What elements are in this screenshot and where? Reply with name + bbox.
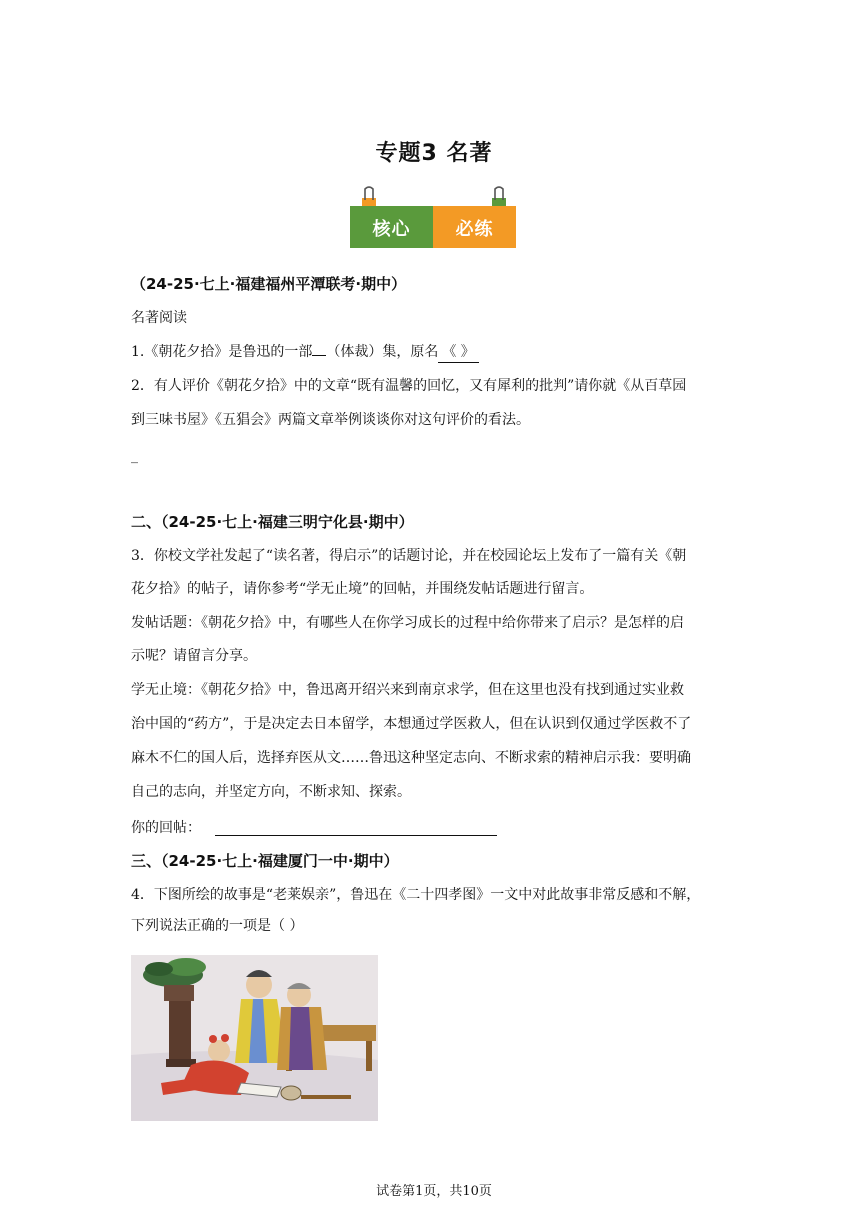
section-1-header: （24-25·七上·福建福州平潭联考·期中） xyxy=(131,275,407,293)
question-3-line: 学无止境：《朝花夕拾》中，鲁迅离开绍兴来到南京求学，但在这里也没有找到通过实业救 xyxy=(131,682,684,698)
reply-label: 你的回帖： xyxy=(131,820,201,836)
section-1-intro: 名著阅读 xyxy=(131,310,187,326)
question-4-line: 4．下图所绘的故事是“老莱娱亲”，鲁迅在《二十四孝图》一文中对此故事非常反感和不解， xyxy=(131,887,701,903)
question-3-line: 3．你校文学社发起了“读名著，得启示”的话题讨论，并在校园论坛上发布了一篇有关《朝 xyxy=(131,548,687,564)
question-4-line: 下列说法正确的一项是（ ） xyxy=(131,918,304,934)
question-3-line: 自己的志向，并坚定方向，不断求知、探索。 xyxy=(131,784,411,800)
question-2-line: 2．有人评价《朝花夕拾》中的文章“既有温馨的回忆，又有犀利的批判”请你就《从百草园 xyxy=(131,378,687,394)
question-3-line: 花夕拾》的帖子，请你参考“学无止境”的回帖，并围绕发帖话题进行留言。 xyxy=(131,581,594,597)
reply-answer-line[interactable] xyxy=(215,819,497,836)
question-1: 1.《朝花夕拾》是鲁迅的一部 （体裁）集，原名 《 》 xyxy=(131,342,751,363)
answer-blank[interactable]: 《 》 xyxy=(438,342,478,363)
page-footer: 试卷第1页，共10页 xyxy=(376,1184,492,1199)
question-2-line: 到三味书屋》《五猖会》两篇文章举例谈谈你对这句评价的看法。 xyxy=(131,412,530,428)
section-3-header: 三、（24-25·七上·福建厦门一中·期中） xyxy=(131,852,399,870)
page-title: 专题3 名著 xyxy=(375,141,493,166)
question-3-line: 发帖话题：《朝花夕拾》中，有哪些人在你学习成长的过程中给你带来了启示？是怎样的启 xyxy=(131,615,684,631)
answer-mark: _ xyxy=(131,448,138,464)
question-3-line: 麻木不仁的国人后，选择弃医从文……鲁迅这种坚定志向、不断求索的精神启示我：要明确 xyxy=(131,750,691,766)
banner-core-label: 核心 xyxy=(372,219,411,240)
question-3-line: 治中国的“药方”，于是决定去日本留学，本想通过学医救人，但在认识到仅通过学医救不了 xyxy=(131,716,692,732)
banner-practice-label: 必练 xyxy=(455,219,494,240)
reply-row xyxy=(131,818,751,838)
core-practice-banner xyxy=(350,186,518,250)
question-3-line: 示呢？请留言分享。 xyxy=(131,648,257,664)
laolai-yuqin-illustration xyxy=(131,955,378,1121)
section-2-header: 二、（24-25·七上·福建三明宁化县·期中） xyxy=(131,513,414,531)
answer-blank[interactable] xyxy=(312,355,326,356)
